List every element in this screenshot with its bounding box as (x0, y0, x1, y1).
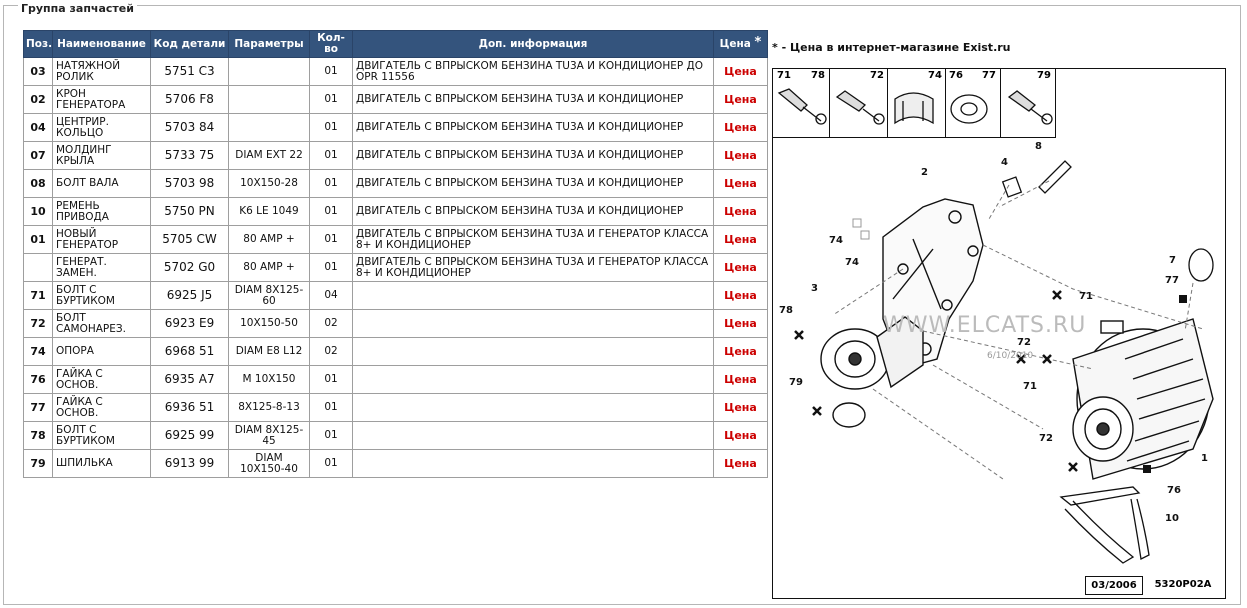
table-row (24, 142, 768, 170)
legend-num-79: 79 (1037, 70, 1051, 81)
legend-num-78: 78 (811, 70, 825, 81)
table-row (24, 366, 768, 394)
row-params: 80 AMP + (229, 254, 310, 282)
row-info: ДВИГАТЕЛЬ С ВПРЫСКОМ БЕНЗИНА TU3A И КОНДИЦИОНЕР (353, 170, 714, 198)
row-price-link[interactable]: Цена (714, 170, 768, 198)
watermark-date: 6/10/2010 (987, 351, 1034, 361)
price-footnote: * - Цена в интернет-магазине Exist.ru (772, 41, 1011, 54)
row-price-link[interactable]: Цена (714, 282, 768, 310)
table-row (24, 254, 768, 282)
row-params: DIAM 8X125-45 (229, 422, 310, 450)
row-price-link[interactable]: Цена (714, 142, 768, 170)
row-name: БОЛТ С БУРТИКОМ (53, 282, 151, 310)
row-qty: 02 (310, 338, 353, 366)
row-name: НАТЯЖНОЙ РОЛИК (53, 58, 151, 86)
row-code: 6925 J5 (151, 282, 229, 310)
table-row (24, 114, 768, 142)
row-info: ДВИГАТЕЛЬ С ВПРЫСКОМ БЕНЗИНА TU3A И КОНДИЦИОНЕР (353, 198, 714, 226)
row-name: ШПИЛЬКА (53, 450, 151, 478)
small-parts (1003, 161, 1213, 281)
row-name: МОЛДИНГ КРЫЛА (53, 142, 151, 170)
row-info: ДВИГАТЕЛЬ С ВПРЫСКОМ БЕНЗИНА TU3A И КОНДИЦИОНЕР (353, 114, 714, 142)
row-info (353, 422, 714, 450)
row-name: ГАЙКА С ОСНОВ. (53, 394, 151, 422)
col-header-params[interactable]: Параметры (229, 31, 310, 58)
row-params: DIAM 8X125-60 (229, 282, 310, 310)
row-pos: 03 (24, 58, 53, 86)
row-price-link[interactable]: Цена (714, 114, 768, 142)
row-name: БОЛТ С БУРТИКОМ (53, 422, 151, 450)
row-code: 6923 E9 (151, 310, 229, 338)
row-code: 5733 75 (151, 142, 229, 170)
row-code: 6913 99 (151, 450, 229, 478)
row-name: РЕМЕНЬ ПРИВОДА (53, 198, 151, 226)
row-params: 10X150-28 (229, 170, 310, 198)
col-header-qty[interactable]: Кол-во (310, 31, 353, 58)
callout-3: 3 (811, 283, 818, 294)
table-row (24, 86, 768, 114)
row-pos: 71 (24, 282, 53, 310)
row-name: ЦЕНТРИР. КОЛЬЦО (53, 114, 151, 142)
col-header-pos[interactable]: Поз. (24, 31, 53, 58)
row-info (353, 282, 714, 310)
callout-72-a: 72 (1017, 337, 1031, 348)
row-code: 5703 84 (151, 114, 229, 142)
callout-71-b: 71 (1023, 381, 1037, 392)
row-params (229, 58, 310, 86)
table-row (24, 338, 768, 366)
table-row (24, 58, 768, 86)
row-code: 5750 PN (151, 198, 229, 226)
row-info (353, 450, 714, 478)
row-price-link[interactable]: Цена (714, 450, 768, 478)
row-price-link[interactable]: Цена (714, 366, 768, 394)
callout-79: 79 (789, 377, 803, 388)
callout-8: 8 (1035, 141, 1042, 152)
row-name: ГЕНЕРАТ. ЗАМЕН. (53, 254, 151, 282)
row-params: DIAM 10X150-40 (229, 450, 310, 478)
row-price-link[interactable]: Цена (714, 394, 768, 422)
row-pos: 07 (24, 142, 53, 170)
row-name: КРОН ГЕНЕРАТОРА (53, 86, 151, 114)
row-params (229, 114, 310, 142)
legend-num-72: 72 (870, 70, 884, 81)
callout-76: 76 (1167, 485, 1181, 496)
row-params: DIAM E8 L12 (229, 338, 310, 366)
row-code: 6935 A7 (151, 366, 229, 394)
spacer-markers (853, 219, 869, 239)
row-params: K6 LE 1049 (229, 198, 310, 226)
col-header-info[interactable]: Доп. информация (353, 31, 714, 58)
table-row (24, 170, 768, 198)
row-price-link[interactable]: Цена (714, 254, 768, 282)
table-row (24, 422, 768, 450)
row-code: 5702 G0 (151, 254, 229, 282)
row-qty: 01 (310, 422, 353, 450)
callout-2: 2 (921, 167, 928, 178)
row-price-link[interactable]: Цена (714, 310, 768, 338)
row-qty: 01 (310, 58, 353, 86)
row-pos: 04 (24, 114, 53, 142)
row-info (353, 366, 714, 394)
row-code: 6968 51 (151, 338, 229, 366)
callout-72-b: 72 (1039, 433, 1053, 444)
callout-7: 7 (1169, 255, 1176, 266)
row-params: 10X150-50 (229, 310, 310, 338)
row-info: ДВИГАТЕЛЬ С ВПРЫСКОМ БЕНЗИНА TU3A И КОНДИЦИОНЕР (353, 142, 714, 170)
callout-77: 77 (1165, 275, 1179, 286)
row-qty: 01 (310, 170, 353, 198)
stamp-date: 03/2006 (1085, 576, 1143, 595)
callout-1: 1 (1201, 453, 1208, 464)
row-pos: 76 (24, 366, 53, 394)
row-code: 5703 98 (151, 170, 229, 198)
row-params: 8X125-8-13 (229, 394, 310, 422)
col-header-price[interactable] (714, 31, 768, 58)
row-pos: 77 (24, 394, 53, 422)
row-params: DIAM EXT 22 (229, 142, 310, 170)
row-code: 5706 F8 (151, 86, 229, 114)
row-pos: 79 (24, 450, 53, 478)
row-info (353, 338, 714, 366)
row-name: БОЛТ САМОНАРЕЗ. (53, 310, 151, 338)
table-row (24, 226, 768, 254)
row-qty: 01 (310, 86, 353, 114)
row-qty: 01 (310, 254, 353, 282)
row-price-link[interactable]: Цена (714, 422, 768, 450)
row-info (353, 310, 714, 338)
row-pos (24, 254, 53, 282)
row-pos: 01 (24, 226, 53, 254)
watermark: WWW.ELCATS.RU (883, 313, 1087, 338)
row-pos: 08 (24, 170, 53, 198)
legend-fasteners (779, 89, 1052, 124)
legend-num-71: 71 (777, 70, 791, 81)
row-qty: 01 (310, 450, 353, 478)
row-qty: 01 (310, 114, 353, 142)
row-qty: 01 (310, 142, 353, 170)
row-pos: 72 (24, 310, 53, 338)
col-header-code[interactable]: Код детали (151, 31, 229, 58)
row-info (353, 394, 714, 422)
row-info: ДВИГАТЕЛЬ С ВПРЫСКОМ БЕНЗИНА TU3A И КОНДИЦИОНЕР (353, 86, 714, 114)
row-pos: 78 (24, 422, 53, 450)
row-pos: 02 (24, 86, 53, 114)
callout-71-a: 71 (1079, 291, 1093, 302)
row-pos: 10 (24, 198, 53, 226)
legend-num-77: 77 (982, 70, 996, 81)
callout-10: 10 (1165, 513, 1179, 524)
row-name: НОВЫЙ ГЕНЕРАТОР (53, 226, 151, 254)
row-qty: 01 (310, 226, 353, 254)
group-title: Группа запчастей (18, 2, 137, 15)
row-qty: 02 (310, 310, 353, 338)
row-qty: 01 (310, 366, 353, 394)
row-code: 6925 99 (151, 422, 229, 450)
row-price-link[interactable]: Цена (714, 226, 768, 254)
callout-4: 4 (1001, 157, 1008, 168)
table-row (24, 282, 768, 310)
table-row (24, 198, 768, 226)
row-qty: 01 (310, 198, 353, 226)
row-params: M 10X150 (229, 366, 310, 394)
row-name: БОЛТ ВАЛА (53, 170, 151, 198)
legend-num-76: 76 (949, 70, 963, 81)
row-info: ДВИГАТЕЛЬ С ВПРЫСКОМ БЕНЗИНА TU3A И КОНДИЦИОНЕР ДО OPR 11556 (353, 58, 714, 86)
row-info: ДВИГАТЕЛЬ С ВПРЫСКОМ БЕНЗИНА TU3A И ГЕНЕРАТОР КЛАССА 8+ И КОНДИЦИОНЕР (353, 254, 714, 282)
row-price-link[interactable]: Цена (714, 86, 768, 114)
row-name: ОПОРА (53, 338, 151, 366)
price-footnote-star: * (754, 34, 762, 50)
row-params (229, 86, 310, 114)
price-header-label: Цена (719, 37, 751, 50)
callout-74-b: 74 (845, 257, 859, 268)
row-info: ДВИГАТЕЛЬ С ВПРЫСКОМ БЕНЗИНА TU3A И ГЕНЕРАТОР КЛАССА 8+ И КОНДИЦИОНЕР (353, 226, 714, 254)
row-qty: 04 (310, 282, 353, 310)
belt-part (1061, 487, 1149, 563)
col-header-name[interactable]: Наименование (53, 31, 151, 58)
row-price-link[interactable]: Цена (714, 198, 768, 226)
row-qty: 01 (310, 394, 353, 422)
stamp-ref: 5320P02A (1154, 579, 1212, 590)
callout-78: 78 (779, 305, 793, 316)
table-header-row (24, 31, 768, 58)
parts-diagram (772, 68, 1226, 599)
table-row (24, 450, 768, 478)
row-price-link[interactable]: Цена (714, 58, 768, 86)
row-pos: 74 (24, 338, 53, 366)
table-row (24, 394, 768, 422)
legend-num-74: 74 (928, 70, 942, 81)
row-name: ГАЙКА С ОСНОВ. (53, 366, 151, 394)
row-params: 80 AMP + (229, 226, 310, 254)
row-code: 6936 51 (151, 394, 229, 422)
row-code: 5705 CW (151, 226, 229, 254)
callout-74-a: 74 (829, 235, 843, 246)
alternator-part (1073, 319, 1213, 479)
row-price-link[interactable]: Цена (714, 338, 768, 366)
table-row (24, 310, 768, 338)
row-code: 5751 C3 (151, 58, 229, 86)
parts-table (23, 30, 768, 478)
